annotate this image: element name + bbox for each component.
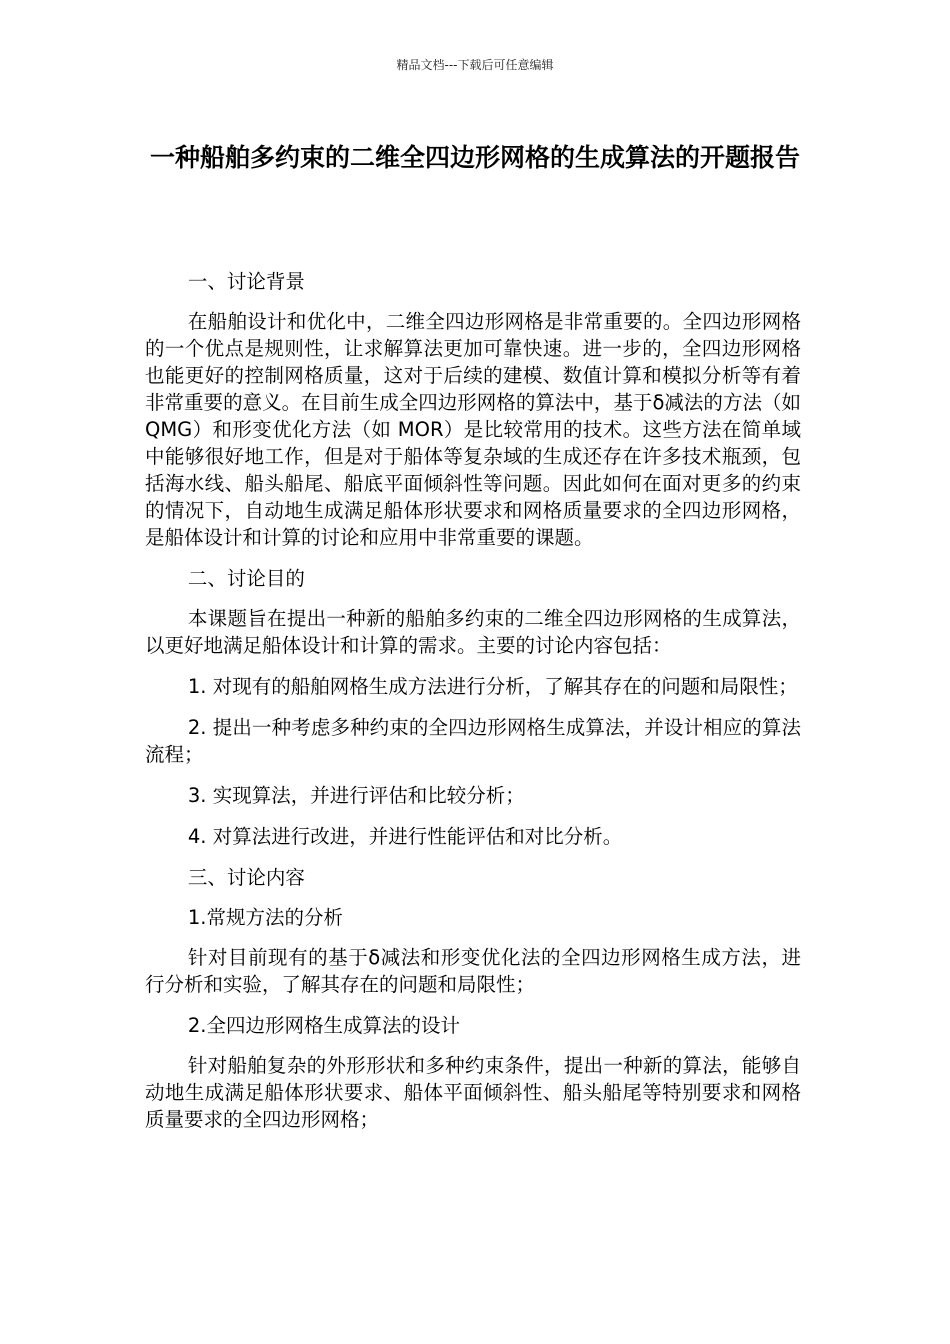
document-title: 一种船舶多约束的二维全四边形网格的生成算法的开题报告 xyxy=(149,143,800,172)
list-item-1: 1. 对现有的船舶网格生成方法进行分析，了解其存在的问题和局限性； xyxy=(187,675,798,698)
list-item-2: 2. 提出一种考虑多种约束的全四边形网格生成算法，并设计相应的算法流程； xyxy=(145,716,801,766)
page-header-note: 精品文档---下载后可任意编辑 xyxy=(396,58,554,72)
subheading-algorithm-design: 2.全四边形网格生成算法的设计 xyxy=(187,1014,460,1037)
paragraph-purpose: 本课题旨在提出一种新的船舶多约束的二维全四边形网格的生成算法，以更好地满足船体设计和计算的需求。主要的讨论内容包括： xyxy=(145,607,801,657)
document-body xyxy=(145,268,801,1147)
paragraph-algorithm-design: 针对船舶复杂的外形形状和多种约束条件，提出一种新的算法，能够自动地生成满足船体形状要求、船体平面倾斜性、船头船尾等特别要求和网格质量要求的全四边形网格； xyxy=(145,1054,801,1131)
list-item-3: 3. 实现算法，并进行评估和比较分析； xyxy=(187,784,525,807)
section-heading-purpose: 二、讨论目的 xyxy=(187,567,305,590)
section-heading-content: 三、讨论内容 xyxy=(187,866,305,889)
subheading-conventional-methods: 1.常规方法的分析 xyxy=(187,906,343,929)
paragraph-background: 在船舶设计和优化中，二维全四边形网格是非常重要的。全四边形网格的一个优点是规则性，让求解算法更加可靠快速。进一步的，全四边形网格也能更好的控制网格质量，这对于后续的建模、数值计算和模拟分析等有着非常重要的意义。在目前生成全四边形网格的算法中，基于δ减法的方法（如 QMG）和形变优化方法（如 MOR）是比较常用的技术。这些方法在简单域中能够很好地工作，但是对于船体等复杂域的生成还存在许多技术瓶颈，包括海水线、船头船尾、船底平面倾斜性等问题。因此如何在面对更多的约束的情况下，自动地生成满足船体形状要求和网格质量要求的全四边形网格，是船体设计和计算的讨论和应用中非常重要的课题。 xyxy=(145,310,801,549)
section-heading-background: 一、讨论背景 xyxy=(187,270,305,293)
list-item-4: 4. 对算法进行改进，并进行性能评估和对比分析。 xyxy=(187,825,623,848)
paragraph-conventional-methods: 针对目前现有的基于δ减法和形变优化法的全四边形网格生成方法，进行分析和实验，了解其存在的问题和局限性； xyxy=(145,946,801,996)
